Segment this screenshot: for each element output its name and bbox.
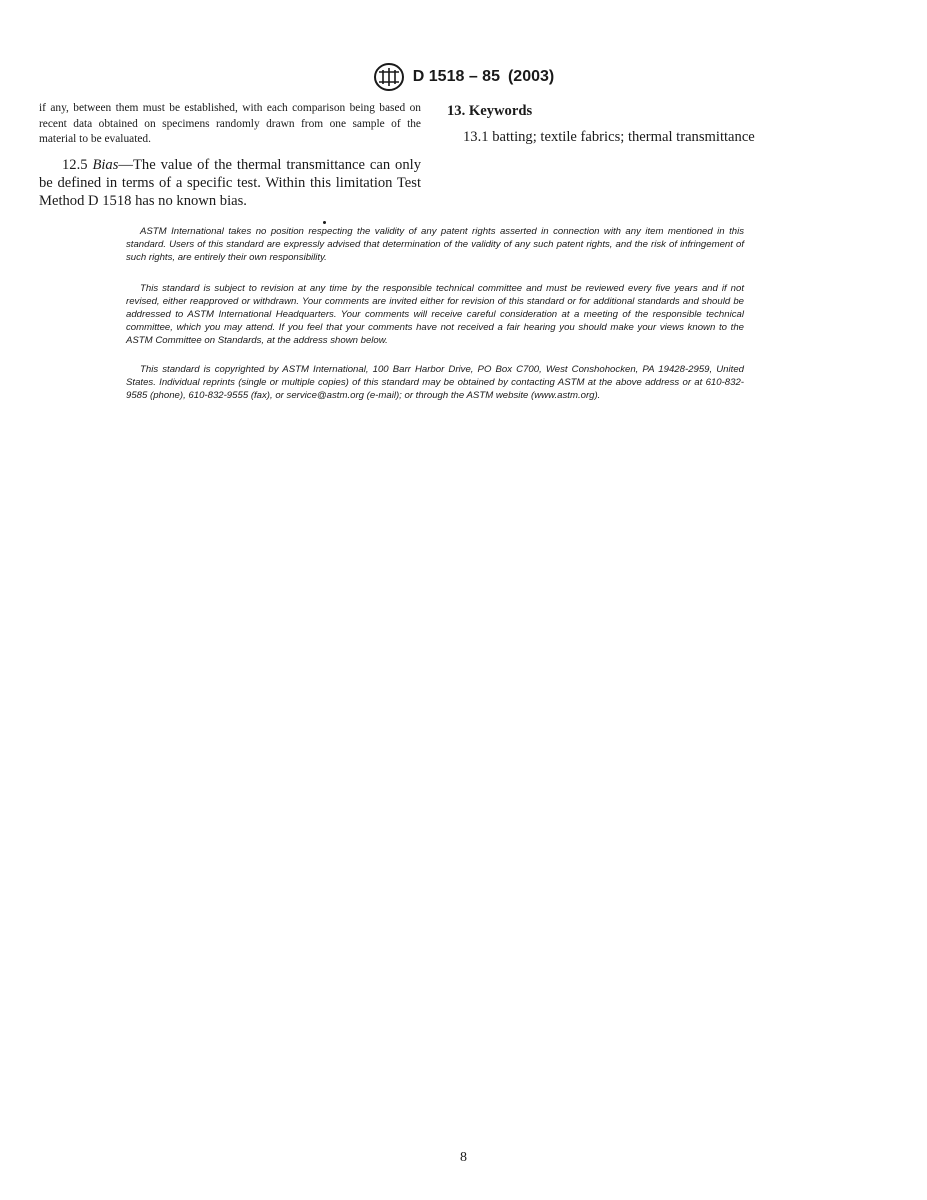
astm-logo-icon [373,62,405,92]
left-column [39,101,421,210]
stray-dot [323,221,326,224]
continuation-paragraph: if any, between them must be established, with each comparison being based on recent data obtained on specimens randomly drawn from one sample of the material to be evaluated. [39,102,421,145]
copyright-notice: This standard is copyrighted by ASTM International, 100 Barr Harbor Drive, PO Box C700, West Conshohocken, PA 19428-2959, United States. Individual reprints (single or multiple copies) of this standard may be obtained by contacting ASTM at the above address or at 610-832-9585 (phone), 610-832-9555 (fax), or service@astm.org (e-mail); or through the ASTM website (www.astm.org). [126,364,744,401]
right-column [447,101,847,146]
document-year: (2003) [507,68,555,85]
revision-notice: This standard is subject to revision at any time by the responsible technical committee and must be reviewed every five years and if not revised, either reapproved or withdrawn. Your comments are invited either for revision of this standard or for additional standards and should be addressed to ASTM International Headquarters. Your comments will receive careful consideration at a meeting of the responsible technical committee, which you may attend. If you feel that your comments have not received a fair hearing you should make your views known to the ASTM Committee on Standards, at the address shown below. [126,283,744,346]
page-header [0,62,927,92]
keywords-heading: 13. Keywords [447,103,533,119]
patent-notice: ASTM International takes no position respecting the validity of any patent rights asserted in connection with any item mentioned in this standard. Users of this standard are expressly advised that determination of the validity of any such patent rights, and the risk of infringement of such rights, are entirely their own responsibility. [126,226,744,263]
bias-number: 12.5 [62,156,88,173]
bias-term: Bias [92,156,119,173]
document-designation: D 1518 – 85 [412,68,500,85]
bias-text: —The value of the thermal transmittance can only be defined in terms of a specific test. Within this limitation Test Method D 1518 has no known bias. [39,156,421,209]
page-number: 8 [460,1150,467,1165]
bias-paragraph [39,156,421,210]
keywords-text: 13.1 batting; textile fabrics; thermal transmittance [463,129,755,145]
